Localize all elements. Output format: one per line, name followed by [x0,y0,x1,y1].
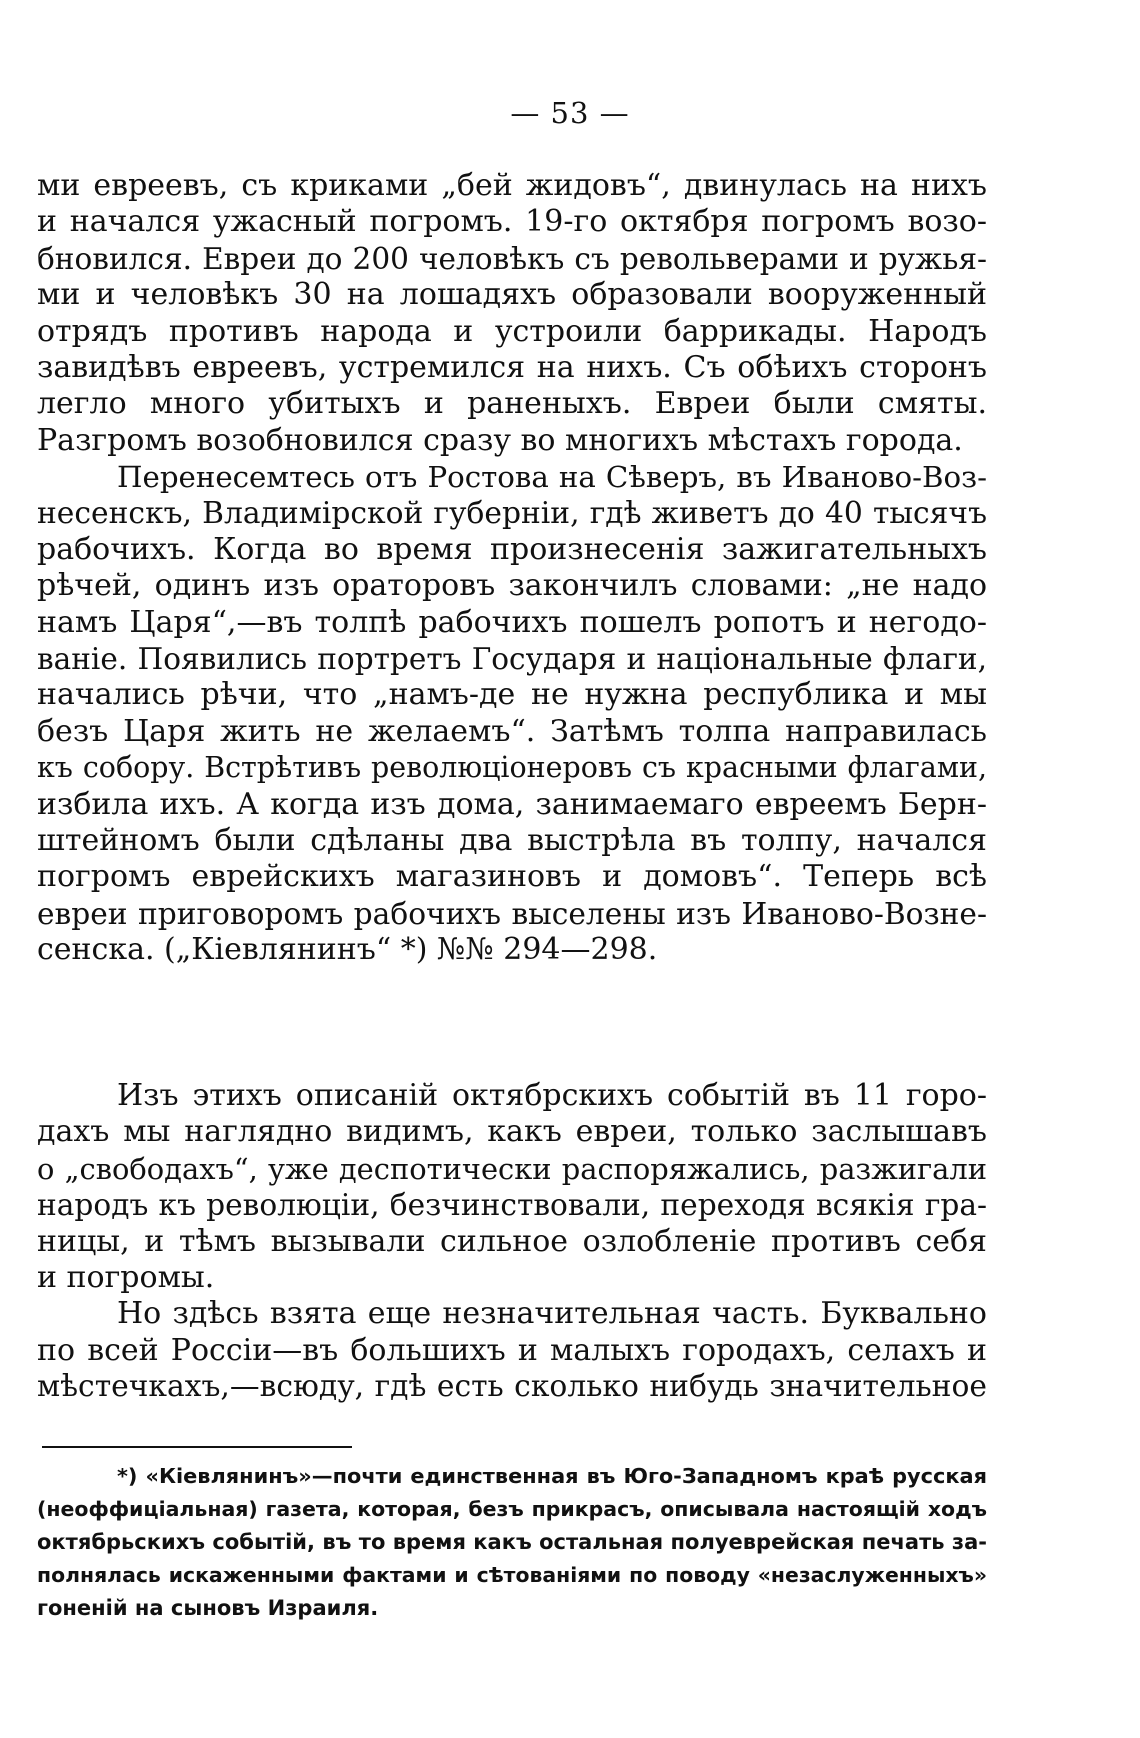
text-line: мѣстечкахъ,—всюду, гдѣ есть сколько нибудь значительное [37,1369,987,1405]
text-line: рабочихъ. Когда во время произнесенія зажигательныхъ [37,531,987,567]
text-line: намъ Царя“,—въ толпѣ рабочихъ пошелъ ропотъ и негодо- [37,604,987,640]
text-line: ми и человѣкъ 30 на лошадяхъ образовали вооруженный [37,277,987,313]
text-line: безъ Царя жить не желаемъ“. Затѣмъ толпа направилась [37,713,987,749]
text-line: къ собору. Встрѣтивъ революціонеровъ съ красными флагами, [37,751,987,785]
text-line: и погромы. [37,1259,215,1295]
text-line: легло много убитыхъ и раненыхъ. Евреи были смяты. [37,386,987,422]
footnote-line: гоненій на сыновъ Израиля. [37,1596,379,1620]
text-line: по всей Россіи—въ большихъ и малыхъ городахъ, селахъ и [37,1332,987,1368]
text-line: дахъ мы наглядно видимъ, какъ евреи, только заслышавъ [37,1114,987,1150]
footnote-line: *) «Кіевлянинъ»—почти единственная въ Юго-Западномъ краѣ русская [117,1464,987,1488]
text-line: евреи приговоромъ рабочихъ выселены изъ Иваново-Возне- [37,895,987,931]
text-line: Но здѣсь взята еще незначительная часть. Буквально [117,1296,987,1332]
text-line: и начался ужасный погромъ. 19-го октября погромъ возо- [37,204,987,240]
paragraph [37,1078,987,1296]
text-line: народъ къ революціи, безчинствовали, переходя всякія гра- [37,1187,987,1223]
text-line: Разгромъ возобновился сразу во многихъ мѣстахъ города. [37,422,963,458]
text-line: Изъ этихъ описаній октябрскихъ событій въ 11 горо- [117,1078,987,1113]
text-line: избила ихъ. А когда изъ дома, занимаемаго евреемъ Берн- [37,786,987,822]
text-line: отрядъ противъ народа и устроили баррикады. Народъ [37,313,987,349]
text-line: сенска. („Кіевлянинъ“ *) №№ 294—298. [37,932,658,968]
footnote-line: октябрьскихъ событій, въ то время какъ остальная полуеврейская печать за- [37,1530,987,1554]
footnote-line: полнялась искаженными фактами и сѣтованіями по поводу «незаслуженныхъ» [37,1563,987,1587]
text-line: завидѣвъ евреевъ, устремился на нихъ. Съ обѣихъ сторонъ [37,349,987,385]
text-line: ваніе. Появились портретъ Государя и національные флаги, [37,642,987,677]
text-line: начались рѣчи, что „намъ-де не нужна республика и мы [37,677,987,713]
footnote-line: (неоффиціальная) газета, которая, безъ прикрасъ, описывала настоящій ходъ [37,1497,987,1521]
paragraph [37,459,987,968]
text-line: погромъ еврейскихъ магазиновъ и домовъ“. Теперь всѣ [37,859,987,895]
text-line: несенскъ, Владимірской губерніи, гдѣ живетъ до 40 тысячъ [37,495,987,531]
footnote-divider [42,1446,352,1448]
text-line: ми евреевъ, съ криками „бей жидовъ“, двинулась на нихъ [37,168,987,203]
main-text-top [37,168,987,969]
text-line: о „свободахъ“, уже деспотически распоряжались, разжигали [37,1151,987,1186]
footnote [37,1460,987,1625]
main-text-bottom [37,1078,987,1406]
text-line: штейномъ были сдѣланы два выстрѣла въ толпу, начался [37,823,987,859]
page-number: — 53 — [510,96,630,130]
paragraph [37,1296,987,1405]
text-line: Перенесемтесь отъ Ростова на Сѣверъ, въ Иваново-Воз- [117,460,987,495]
text-line: рѣчей, одинъ изъ ораторовъ закончилъ словами: „не надо [37,568,987,604]
text-line: бновился. Евреи до 200 человѣкъ съ револьверами и ружья- [37,241,987,276]
text-line: ницы, и тѣмъ вызывали сильное озлобленіе противъ себя [37,1223,987,1259]
paragraph [37,168,987,459]
